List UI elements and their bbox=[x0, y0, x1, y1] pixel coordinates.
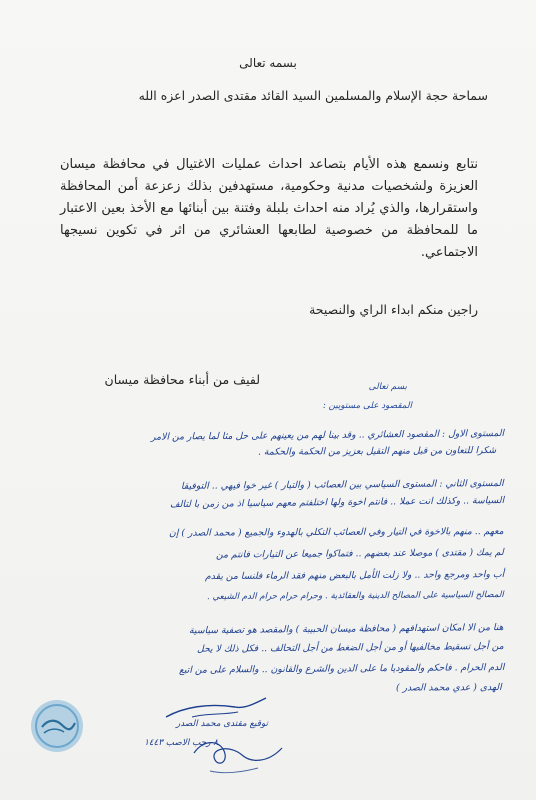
handwritten-heading-basmala: بسم تعالى bbox=[368, 382, 407, 392]
signature-date: ٨ رجب الاصب ١٤٤٣ bbox=[144, 738, 218, 748]
handwritten-line-3: المستوى الثاني : المستوى السياسي بين العصائب ( والتيار ) غير خوا فيهي .. التوفيقا bbox=[181, 478, 505, 492]
handwritten-line-4: السياسة .. وكذلك انت عملا .. فانتم اخوة ولها اختلفتم معهم سياسيا اذ من زمن با لتالف bbox=[169, 495, 505, 511]
handwritten-line-8: المصالح السياسية على المصالح الدينية والعقائدية . وحرام حرام حرام الدم الشيعي . bbox=[207, 590, 505, 603]
handwritten-line-6: لم يمك ( مقتدى ) موصلا عند بعضهم .. فتماكوا جميعا عن التيارات فانتم من bbox=[216, 547, 505, 561]
letter-body: نتابع ونسمع هذه الأيام بتصاعد احداث عمليات الاغتيال في محافظة ميسان العزيزة ولشخصيات مدنية وحكومية، مستهدفين بذلك زعزعة أمن المحافظة واستقرارها، والذي يُراد منه احداث بلبلة وفتنة بين أبنائها مع الأخذ بعين الاعتبار ما للمحافظة من خصوصية لطابعها العشائري من اثر في تكوين نسيجها الاجتماعي. bbox=[60, 157, 478, 260]
handwritten-line-9: هنا من الا امكان استهدافهم ( محافظة ميسان الحبيبة ) والمقصد هو تصفية سياسية bbox=[189, 622, 505, 637]
handwritten-line-7: أب واحد ومرجع واحد .. ولا زلت الأمل بالبعض منهم فقد الرماء فلنسا من يقدم bbox=[204, 569, 505, 583]
basmala-heading: بسمه تعالى bbox=[239, 56, 297, 70]
addressee-line: سماحة حجة الإسلام والمسلمين السيد القائد مقتدى الصدر اعزه الله bbox=[138, 88, 488, 103]
handwritten-line-11: الدم الحرام . فاحكم والمقوديا ما على الدين والشرع والقانون .. والسلام على من اتبع bbox=[178, 662, 505, 676]
handwritten-line-1: المستوى الاول : المقصود العشائري .. وقد بينا لهم من يعينهم على حل مثا لما يصار من الامر bbox=[150, 428, 505, 443]
handwritten-heading-levels: المقصود على مستويين : bbox=[322, 401, 412, 411]
decorative-squiggle-icon bbox=[186, 730, 294, 782]
closing-line: راجين منكم ابداء الراي والنصيحة bbox=[309, 302, 478, 317]
handwritten-reply bbox=[34, 381, 504, 711]
handwritten-line-12: الهدى ( عدي محمد الصدر ) bbox=[396, 682, 503, 694]
handwritten-line-5: معهم .. منهم بالاخوة في التيار وفي العصائب التكلي بالهدوء والجميع ( محمد الصدر ) إن bbox=[169, 526, 505, 539]
handwritten-line-10: من أجل تسقيط مخالفيها أو من أجل الضغط من أجل التحالف .. فكل ذلك لا يحل bbox=[197, 641, 505, 655]
handwritten-line-2: شكرا للتعاون من قبل منهم التقيل بعزيز من الحكمة والحكمة . bbox=[257, 445, 497, 458]
typed-signature: لفيف من أبناء محافظة ميسان bbox=[104, 372, 260, 387]
signature-name: توقيع مقتدى محمد الصدر bbox=[176, 719, 268, 729]
